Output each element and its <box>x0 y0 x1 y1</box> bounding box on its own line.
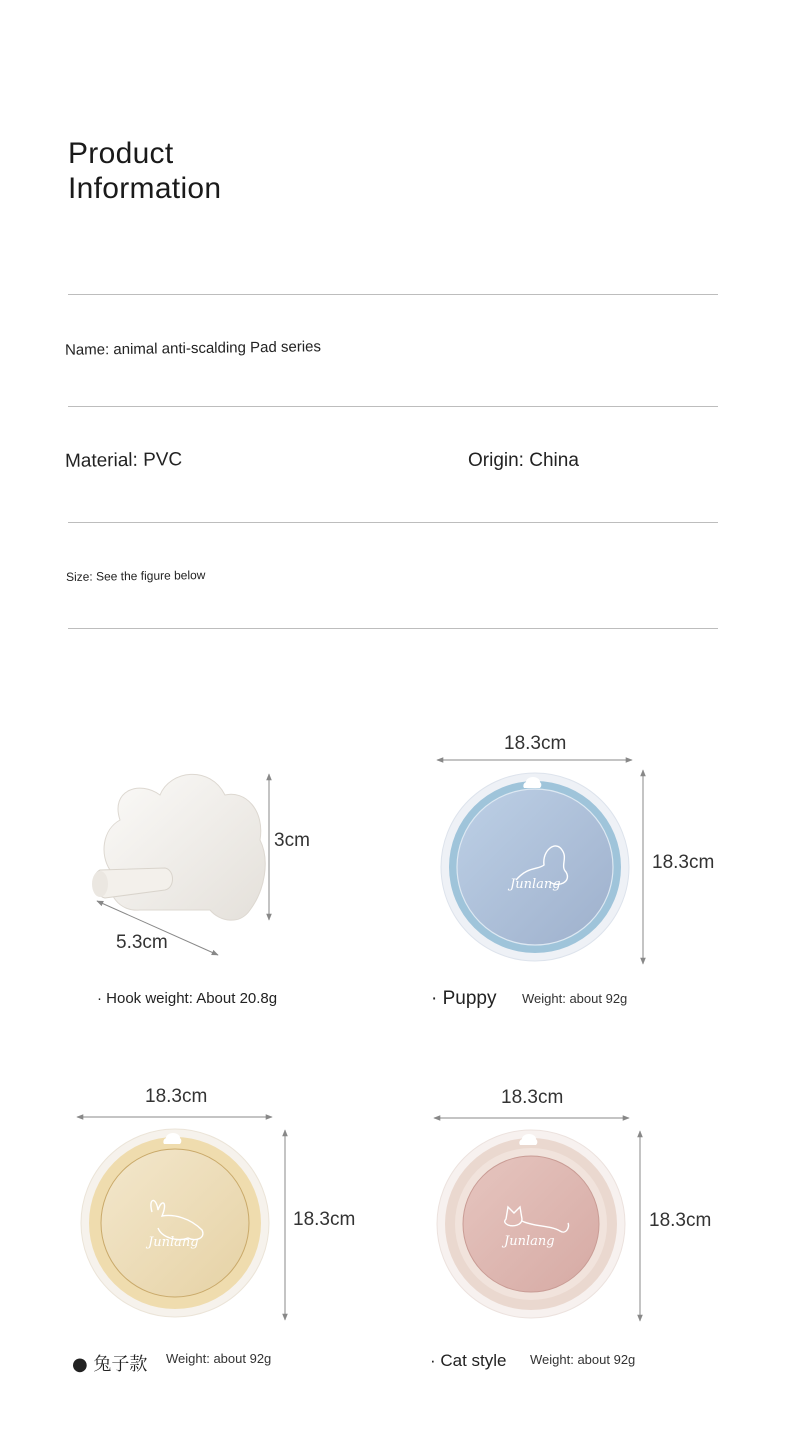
hook-width-label: 5.3cm <box>116 932 168 953</box>
cat-height-arrow <box>633 1127 649 1327</box>
puppy-height-label: 18.3cm <box>652 852 715 873</box>
puppy-weight: Weight: about 92g <box>522 991 628 1006</box>
spec-material: Material: PVC <box>64 449 183 472</box>
cat-width-label: 18.3cm <box>501 1087 564 1108</box>
rabbit-weight: Weight: about 92g <box>166 1351 272 1366</box>
rabbit-width-arrow <box>74 1110 278 1124</box>
title-line-2: Information <box>68 172 222 205</box>
puppy-logo-text: Junlang <box>510 877 561 892</box>
page-title <box>68 136 221 206</box>
hook-caption: · Hook weight: About 20.8g <box>97 990 278 1007</box>
puppy-name: · Puppy <box>431 988 497 1009</box>
rabbit-height-label: 18.3cm <box>293 1209 356 1230</box>
rabbit-name: ● 兔子款 <box>72 1354 148 1375</box>
rabbit-pad-image <box>78 1126 274 1322</box>
rabbit-width-label: 18.3cm <box>145 1086 208 1107</box>
cat-weight: Weight: about 92g <box>530 1352 636 1367</box>
title-line-1: Product <box>68 137 174 170</box>
spec-origin: Origin: China <box>468 450 579 471</box>
cat-name: · Cat style <box>430 1351 507 1370</box>
rabbit-height-arrow <box>278 1126 294 1326</box>
rabbit-logo-text: Junlang <box>148 1235 199 1250</box>
puppy-height-arrow <box>636 766 652 970</box>
divider <box>68 522 718 523</box>
puppy-pad-image <box>438 770 634 966</box>
puppy-width-label: 18.3cm <box>504 733 567 754</box>
hook-height-label: 3cm <box>274 830 310 851</box>
spec-name: Name: animal anti-scalding Pad series <box>64 338 322 359</box>
cat-width-arrow <box>431 1111 635 1125</box>
cat-logo-text: Junlang <box>504 1234 555 1249</box>
divider <box>68 294 718 295</box>
divider <box>68 628 718 629</box>
cat-pad-image <box>434 1127 630 1323</box>
puppy-width-arrow <box>434 753 638 767</box>
spec-size: Size: See the figure below <box>65 568 206 584</box>
cat-height-label: 18.3cm <box>649 1210 712 1231</box>
divider <box>68 406 718 407</box>
